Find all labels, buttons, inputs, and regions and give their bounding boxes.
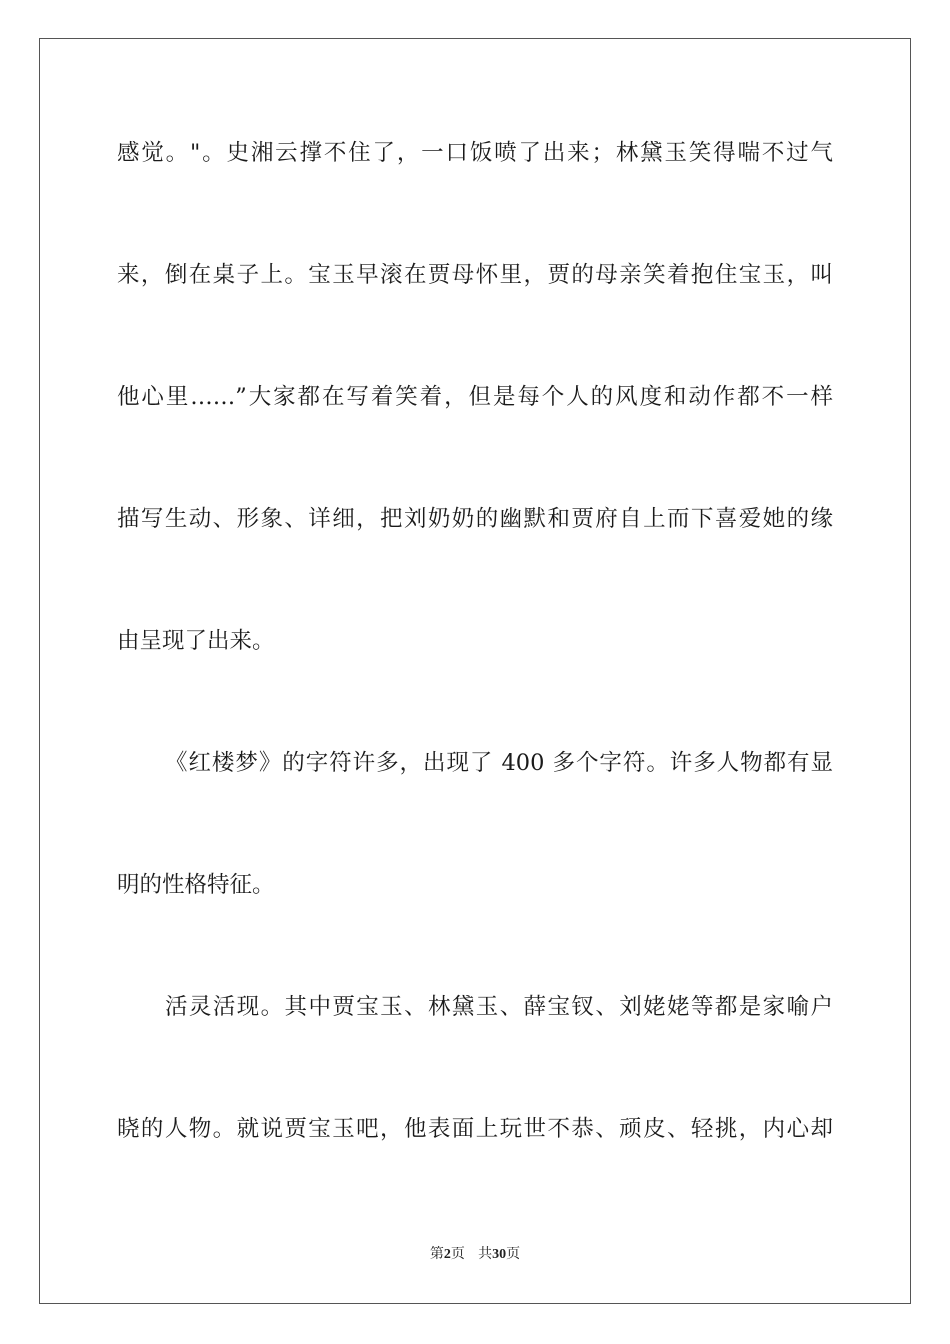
- text-line-2: 来，倒在桌子上。宝玉早滚在贾母怀里，贾的母亲笑着抱住宝玉，叫: [117, 262, 833, 288]
- footer-total-suffix: 页: [506, 1246, 521, 1262]
- text-line-1: 感觉。"。史湘云撑不住了，一口饭喷了出来；林黛玉笑得喘不过气: [117, 140, 833, 166]
- text-line-7: 明的性格特征。: [117, 872, 275, 898]
- text-line-4: 描写生动、形象、详细，把刘奶奶的幽默和贾府自上而下喜爱她的缘: [117, 506, 833, 532]
- footer-page-prefix: 第: [429, 1246, 444, 1262]
- text-line-8: 活灵活现。其中贾宝玉、林黛玉、薛宝钗、刘姥姥等都是家喻户: [165, 994, 833, 1020]
- page-footer: [0, 1244, 950, 1265]
- footer-page-number: 2: [443, 1247, 451, 1262]
- footer-total-pages: 30: [492, 1247, 507, 1262]
- footer-page-suffix: 页: [450, 1246, 465, 1262]
- text-line-9: 晓的人物。就说贾宝玉吧，他表面上玩世不恭、顽皮、轻挑，内心却: [117, 1116, 833, 1142]
- footer-total-prefix: 共: [478, 1246, 493, 1262]
- text-line-3: 他心里……”大家都在写着笑着，但是每个人的风度和动作都不一样: [117, 384, 833, 410]
- text-line-5: 由呈现了出来。: [117, 628, 275, 654]
- text-line-6: 《红楼梦》的字符许多，出现了 400 多个字符。许多人物都有显: [165, 750, 833, 776]
